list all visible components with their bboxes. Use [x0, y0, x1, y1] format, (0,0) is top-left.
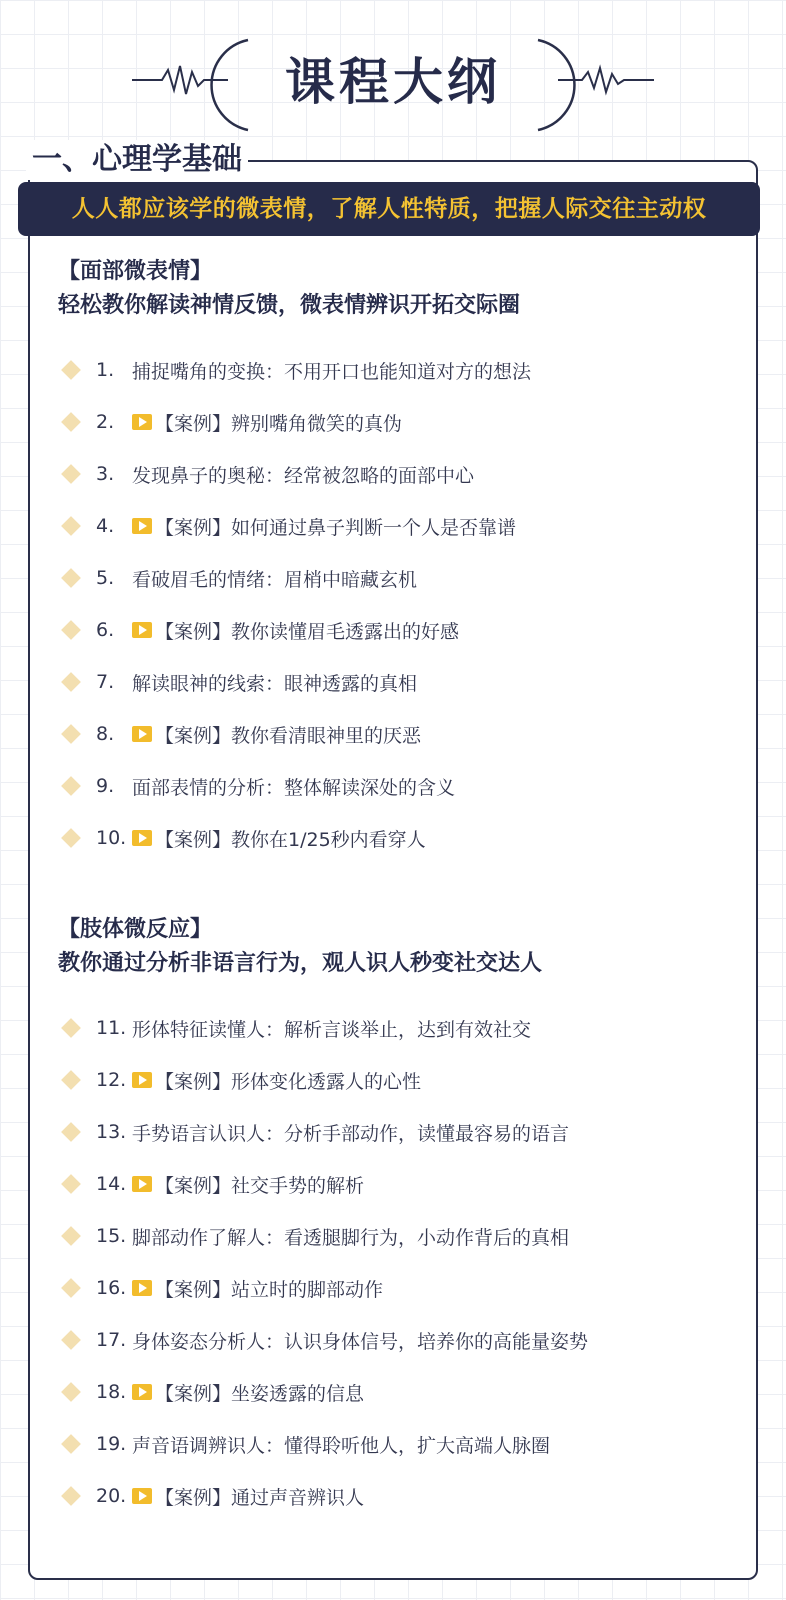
- play-icon: [132, 414, 152, 430]
- diamond-icon: [61, 672, 81, 692]
- item-number: 1.: [96, 359, 115, 381]
- list-item[interactable]: [58, 396, 748, 448]
- diamond-icon: [61, 620, 81, 640]
- list-item[interactable]: [58, 500, 748, 552]
- item-number: 20.: [96, 1485, 127, 1507]
- play-icon: [132, 1384, 152, 1400]
- item-number: 14.: [96, 1173, 127, 1195]
- section-title: 一、心理学基础: [26, 140, 248, 180]
- diamond-icon: [61, 360, 81, 380]
- diamond-icon: [61, 1382, 81, 1402]
- page-header: [0, 0, 786, 150]
- item-text: 【案例】教你看清眼神里的厌恶: [155, 724, 422, 747]
- item-text: 发现鼻子的奥秘：经常被忽略的面部中心: [132, 464, 475, 487]
- play-icon: [132, 1176, 152, 1192]
- list-item[interactable]: [58, 1002, 748, 1054]
- group-body: [58, 914, 748, 1522]
- list-item[interactable]: [58, 708, 748, 760]
- list-item[interactable]: [58, 604, 748, 656]
- play-icon: [132, 1488, 152, 1504]
- group-subtitle: 轻松教你解读神情反馈，微表情辨识开拓交际圈: [58, 293, 521, 318]
- diamond-icon: [61, 724, 81, 744]
- item-text: 捕捉嘴角的变换：不用开口也能知道对方的想法: [132, 360, 532, 383]
- item-number: 8.: [96, 723, 115, 745]
- item-number: 6.: [96, 619, 115, 641]
- item-text: 【案例】教你在1/25秒内看穿人: [155, 828, 426, 851]
- item-text: 声音语调辨识人：懂得聆听他人，扩大高端人脉圈: [132, 1434, 551, 1457]
- diamond-icon: [61, 1122, 81, 1142]
- diamond-icon: [61, 776, 81, 796]
- lesson-list: [58, 344, 748, 864]
- item-number: 15.: [96, 1225, 127, 1247]
- item-text: 【案例】教你读懂眉毛透露出的好感: [155, 620, 460, 643]
- item-text: 【案例】通过声音辨识人: [155, 1486, 365, 1509]
- item-number: 5.: [96, 567, 115, 589]
- item-number: 13.: [96, 1121, 127, 1143]
- item-number: 12.: [96, 1069, 127, 1091]
- item-text: 手势语言认识人：分析手部动作，读懂最容易的语言: [132, 1122, 570, 1145]
- item-number: 3.: [96, 463, 115, 485]
- lesson-list: [58, 1002, 748, 1522]
- item-number: 4.: [96, 515, 115, 537]
- item-text: 【案例】社交手势的解析: [155, 1174, 365, 1197]
- item-number: 11.: [96, 1017, 127, 1039]
- list-item[interactable]: [58, 1314, 748, 1366]
- group-tag: 【面部微表情】: [58, 259, 213, 284]
- item-number: 2.: [96, 411, 115, 433]
- section-banner: 人人都应该学的微表情，了解人性特质，把握人际交往主动权: [18, 182, 760, 236]
- item-text: 看破眉毛的情绪：眉梢中暗藏玄机: [132, 568, 418, 591]
- diamond-icon: [61, 516, 81, 536]
- list-item[interactable]: [58, 656, 748, 708]
- list-item[interactable]: [58, 1262, 748, 1314]
- item-number: 18.: [96, 1381, 127, 1403]
- item-number: 17.: [96, 1329, 127, 1351]
- diamond-icon: [61, 1434, 81, 1454]
- item-number: 7.: [96, 671, 115, 693]
- page-title: 课程大纲: [285, 53, 501, 111]
- play-icon: [132, 830, 152, 846]
- diamond-icon: [61, 412, 81, 432]
- diamond-icon: [61, 1174, 81, 1194]
- diamond-icon: [61, 568, 81, 588]
- play-icon: [132, 518, 152, 534]
- group-facial: [58, 256, 748, 864]
- item-number: 9.: [96, 775, 115, 797]
- diamond-icon: [61, 828, 81, 848]
- play-icon: [132, 726, 152, 742]
- diamond-icon: [61, 1226, 81, 1246]
- diamond-icon: [61, 1018, 81, 1038]
- item-text: 面部表情的分析：整体解读深处的含义: [132, 776, 456, 799]
- item-text: 解读眼神的线索：眼神透露的真相: [132, 672, 418, 695]
- list-item[interactable]: [58, 1158, 748, 1210]
- item-text: 【案例】坐姿透露的信息: [155, 1382, 365, 1405]
- list-item[interactable]: [58, 760, 748, 812]
- play-icon: [132, 1280, 152, 1296]
- play-icon: [132, 1072, 152, 1088]
- item-text: 脚部动作了解人：看透腿脚行为，小动作背后的真相: [132, 1226, 570, 1249]
- item-number: 10.: [96, 827, 127, 849]
- diamond-icon: [61, 1486, 81, 1506]
- diamond-icon: [61, 1070, 81, 1090]
- item-number: 16.: [96, 1277, 127, 1299]
- list-item[interactable]: [58, 1054, 748, 1106]
- item-number: 19.: [96, 1433, 127, 1455]
- list-item[interactable]: [58, 1366, 748, 1418]
- item-text: 形体特征读懂人：解析言谈举止，达到有效社交: [132, 1018, 532, 1041]
- list-item[interactable]: [58, 1470, 748, 1522]
- item-text: 【案例】如何通过鼻子判断一个人是否靠谱: [155, 516, 517, 539]
- list-item[interactable]: [58, 1418, 748, 1470]
- list-item[interactable]: [58, 448, 748, 500]
- item-text: 【案例】形体变化透露人的心性: [155, 1070, 422, 1093]
- item-text: 【案例】站立时的脚部动作: [155, 1278, 384, 1301]
- play-icon: [132, 622, 152, 638]
- diamond-icon: [61, 464, 81, 484]
- list-item[interactable]: [58, 552, 748, 604]
- group-tag: 【肢体微反应】: [58, 917, 213, 942]
- item-text: 身体姿态分析人：认识身体信号，培养你的高能量姿势: [132, 1330, 589, 1353]
- list-item[interactable]: [58, 344, 748, 396]
- list-item[interactable]: [58, 1106, 748, 1158]
- group-subtitle: 教你通过分析非语言行为，观人识人秒变社交达人: [58, 951, 543, 976]
- list-item[interactable]: [58, 812, 748, 864]
- diamond-icon: [61, 1278, 81, 1298]
- diamond-icon: [61, 1330, 81, 1350]
- item-text: 【案例】辨别嘴角微笑的真伪: [155, 412, 403, 435]
- list-item[interactable]: [58, 1210, 748, 1262]
